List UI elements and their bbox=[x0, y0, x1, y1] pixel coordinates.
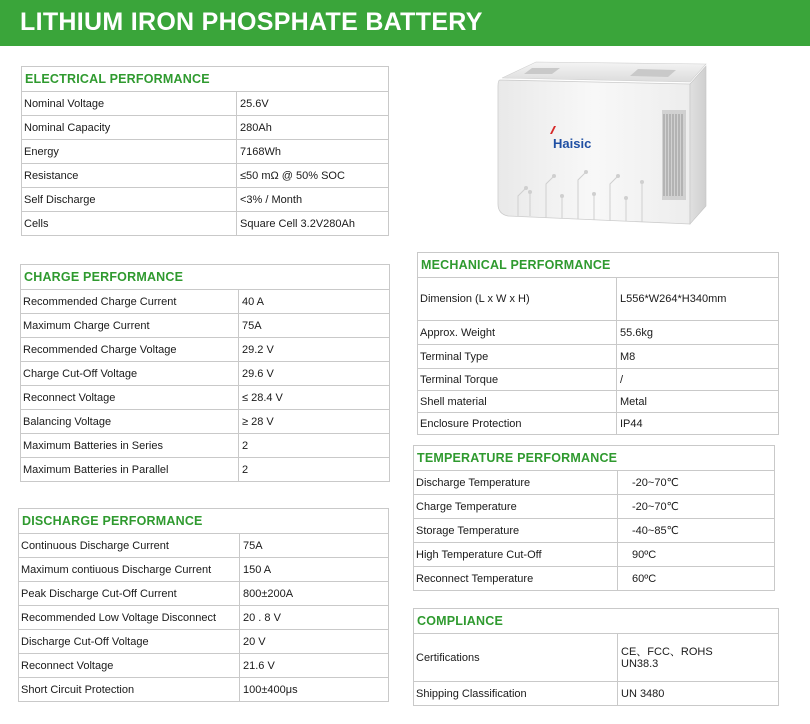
spec-label: Recommended Charge Current bbox=[21, 290, 239, 314]
spec-label: Discharge Temperature bbox=[414, 471, 618, 495]
spec-value: 280Ah bbox=[237, 116, 389, 140]
spec-value: ≥ 28 V bbox=[239, 410, 390, 434]
spec-value: Metal bbox=[617, 391, 779, 413]
table-row bbox=[22, 92, 389, 116]
table-row bbox=[21, 386, 390, 410]
table-row bbox=[19, 678, 389, 702]
spec-value: 20 V bbox=[240, 630, 389, 654]
mechanical-performance-table bbox=[417, 252, 779, 435]
spec-label: Peak Discharge Cut-Off Current bbox=[19, 582, 240, 606]
temperature-performance-table bbox=[413, 445, 775, 591]
table-row bbox=[418, 413, 779, 435]
table-row bbox=[21, 362, 390, 386]
spec-label: Cells bbox=[22, 212, 237, 236]
spec-value: IP44 bbox=[617, 413, 779, 435]
spec-label: Self Discharge bbox=[22, 188, 237, 212]
table-row bbox=[19, 654, 389, 678]
table-row bbox=[21, 314, 390, 338]
table-row bbox=[19, 534, 389, 558]
table-row bbox=[22, 116, 389, 140]
spec-value: 800±200A bbox=[240, 582, 389, 606]
table-row bbox=[21, 338, 390, 362]
spec-value: 20 . 8 V bbox=[240, 606, 389, 630]
table-row bbox=[414, 471, 775, 495]
spec-value: UN 3480 bbox=[618, 682, 779, 706]
spec-value: 25.6V bbox=[237, 92, 389, 116]
spec-label: Reconnect Voltage bbox=[19, 654, 240, 678]
spec-value: 75A bbox=[240, 534, 389, 558]
spec-value: ≤ 28.4 V bbox=[239, 386, 390, 410]
table-row bbox=[418, 345, 779, 369]
spec-label: Energy bbox=[22, 140, 237, 164]
table-row bbox=[21, 434, 390, 458]
spec-label: Recommended Charge Voltage bbox=[21, 338, 239, 362]
table-row bbox=[414, 634, 779, 682]
spec-label: Terminal Type bbox=[418, 345, 617, 369]
spec-label: Maximum Batteries in Series bbox=[21, 434, 239, 458]
table-row bbox=[22, 212, 389, 236]
spec-label: Dimension (L x W x H) bbox=[418, 278, 617, 321]
spec-label: Recommended Low Voltage Disconnect bbox=[19, 606, 240, 630]
table-row bbox=[22, 164, 389, 188]
spec-value: 55.6kg bbox=[617, 321, 779, 345]
table-row bbox=[418, 278, 779, 321]
spec-value: 150 A bbox=[240, 558, 389, 582]
spec-label: Reconnect Voltage bbox=[21, 386, 239, 410]
battery-product-image bbox=[490, 56, 712, 232]
section-title-temperature: TEMPERATURE PERFORMANCE bbox=[414, 446, 775, 471]
spec-value: 21.6 V bbox=[240, 654, 389, 678]
table-row bbox=[418, 321, 779, 345]
spec-label: Continuous Discharge Current bbox=[19, 534, 240, 558]
table-row bbox=[414, 682, 779, 706]
spec-value: 29.6 V bbox=[239, 362, 390, 386]
table-row bbox=[418, 369, 779, 391]
spec-value: -20~70℃ bbox=[618, 495, 775, 519]
header-bar bbox=[0, 0, 810, 46]
section-title-compliance: COMPLIANCE bbox=[414, 609, 779, 634]
spec-label: Charge Cut-Off Voltage bbox=[21, 362, 239, 386]
spec-label: Nominal Capacity bbox=[22, 116, 237, 140]
spec-value: 7168Wh bbox=[237, 140, 389, 164]
spec-label: Storage Temperature bbox=[414, 519, 618, 543]
spec-label: Resistance bbox=[22, 164, 237, 188]
spec-label: Enclosure Protection bbox=[418, 413, 617, 435]
table-row bbox=[414, 519, 775, 543]
spec-label: Nominal Voltage bbox=[22, 92, 237, 116]
spec-value: L556*W264*H340mm bbox=[617, 278, 779, 321]
table-row bbox=[19, 630, 389, 654]
spec-label: High Temperature Cut-Off bbox=[414, 543, 618, 567]
spec-value: 60ºC bbox=[618, 567, 775, 591]
spec-label: Maximum Charge Current bbox=[21, 314, 239, 338]
table-row bbox=[414, 495, 775, 519]
spec-value: Square Cell 3.2V280Ah bbox=[237, 212, 389, 236]
spec-value: -20~70℃ bbox=[618, 471, 775, 495]
spec-label: Short Circuit Protection bbox=[19, 678, 240, 702]
table-row bbox=[22, 188, 389, 212]
spec-label: Reconnect Temperature bbox=[414, 567, 618, 591]
section-title-mechanical: MECHANICAL PERFORMANCE bbox=[418, 253, 779, 278]
table-row bbox=[19, 582, 389, 606]
certification-un383: UN38.3 bbox=[621, 657, 659, 670]
spec-label: Approx. Weight bbox=[418, 321, 617, 345]
spec-value: -40~85℃ bbox=[618, 519, 775, 543]
spec-label: Charge Temperature bbox=[414, 495, 618, 519]
spec-label: Maximum contiuous Discharge Current bbox=[19, 558, 240, 582]
spec-label: Maximum Batteries in Parallel bbox=[21, 458, 239, 482]
table-row bbox=[19, 558, 389, 582]
spec-value: M8 bbox=[617, 345, 779, 369]
spec-value: ≤50 mΩ @ 50% SOC bbox=[237, 164, 389, 188]
spec-value: <3% / Month bbox=[237, 188, 389, 212]
charge-performance-table bbox=[20, 264, 390, 482]
spec-value: 90ºC bbox=[618, 543, 775, 567]
spec-value: 2 bbox=[239, 458, 390, 482]
svg-text:Haisic: Haisic bbox=[553, 136, 592, 151]
compliance-table bbox=[413, 608, 779, 706]
table-row bbox=[21, 290, 390, 314]
spec-label: Certifications bbox=[414, 634, 618, 682]
section-title-electrical: ELECTRICAL PERFORMANCE bbox=[22, 67, 389, 92]
spec-value bbox=[618, 634, 779, 682]
spec-label: Shipping Classification bbox=[414, 682, 618, 706]
spec-label: Balancing Voltage bbox=[21, 410, 239, 434]
table-row bbox=[418, 391, 779, 413]
spec-value: 75A bbox=[239, 314, 390, 338]
electrical-performance-table bbox=[21, 66, 389, 236]
table-row bbox=[21, 458, 390, 482]
spec-value: 100±400μs bbox=[240, 678, 389, 702]
table-row bbox=[414, 567, 775, 591]
table-row bbox=[19, 606, 389, 630]
spec-label: Shell material bbox=[418, 391, 617, 413]
section-title-charge: CHARGE PERFORMANCE bbox=[21, 265, 390, 290]
spec-value: / bbox=[617, 369, 779, 391]
spec-value: 2 bbox=[239, 434, 390, 458]
certification-list: CE、FCC、ROHS bbox=[621, 645, 713, 658]
discharge-performance-table bbox=[18, 508, 389, 702]
section-title-discharge: DISCHARGE PERFORMANCE bbox=[19, 509, 389, 534]
spec-label: Terminal Torque bbox=[418, 369, 617, 391]
spec-value: 29.2 V bbox=[239, 338, 390, 362]
table-row bbox=[22, 140, 389, 164]
table-row bbox=[414, 543, 775, 567]
spec-value: 40 A bbox=[239, 290, 390, 314]
spec-label: Discharge Cut-Off Voltage bbox=[19, 630, 240, 654]
page-title: LITHIUM IRON PHOSPHATE BATTERY bbox=[20, 8, 483, 36]
table-row bbox=[21, 410, 390, 434]
